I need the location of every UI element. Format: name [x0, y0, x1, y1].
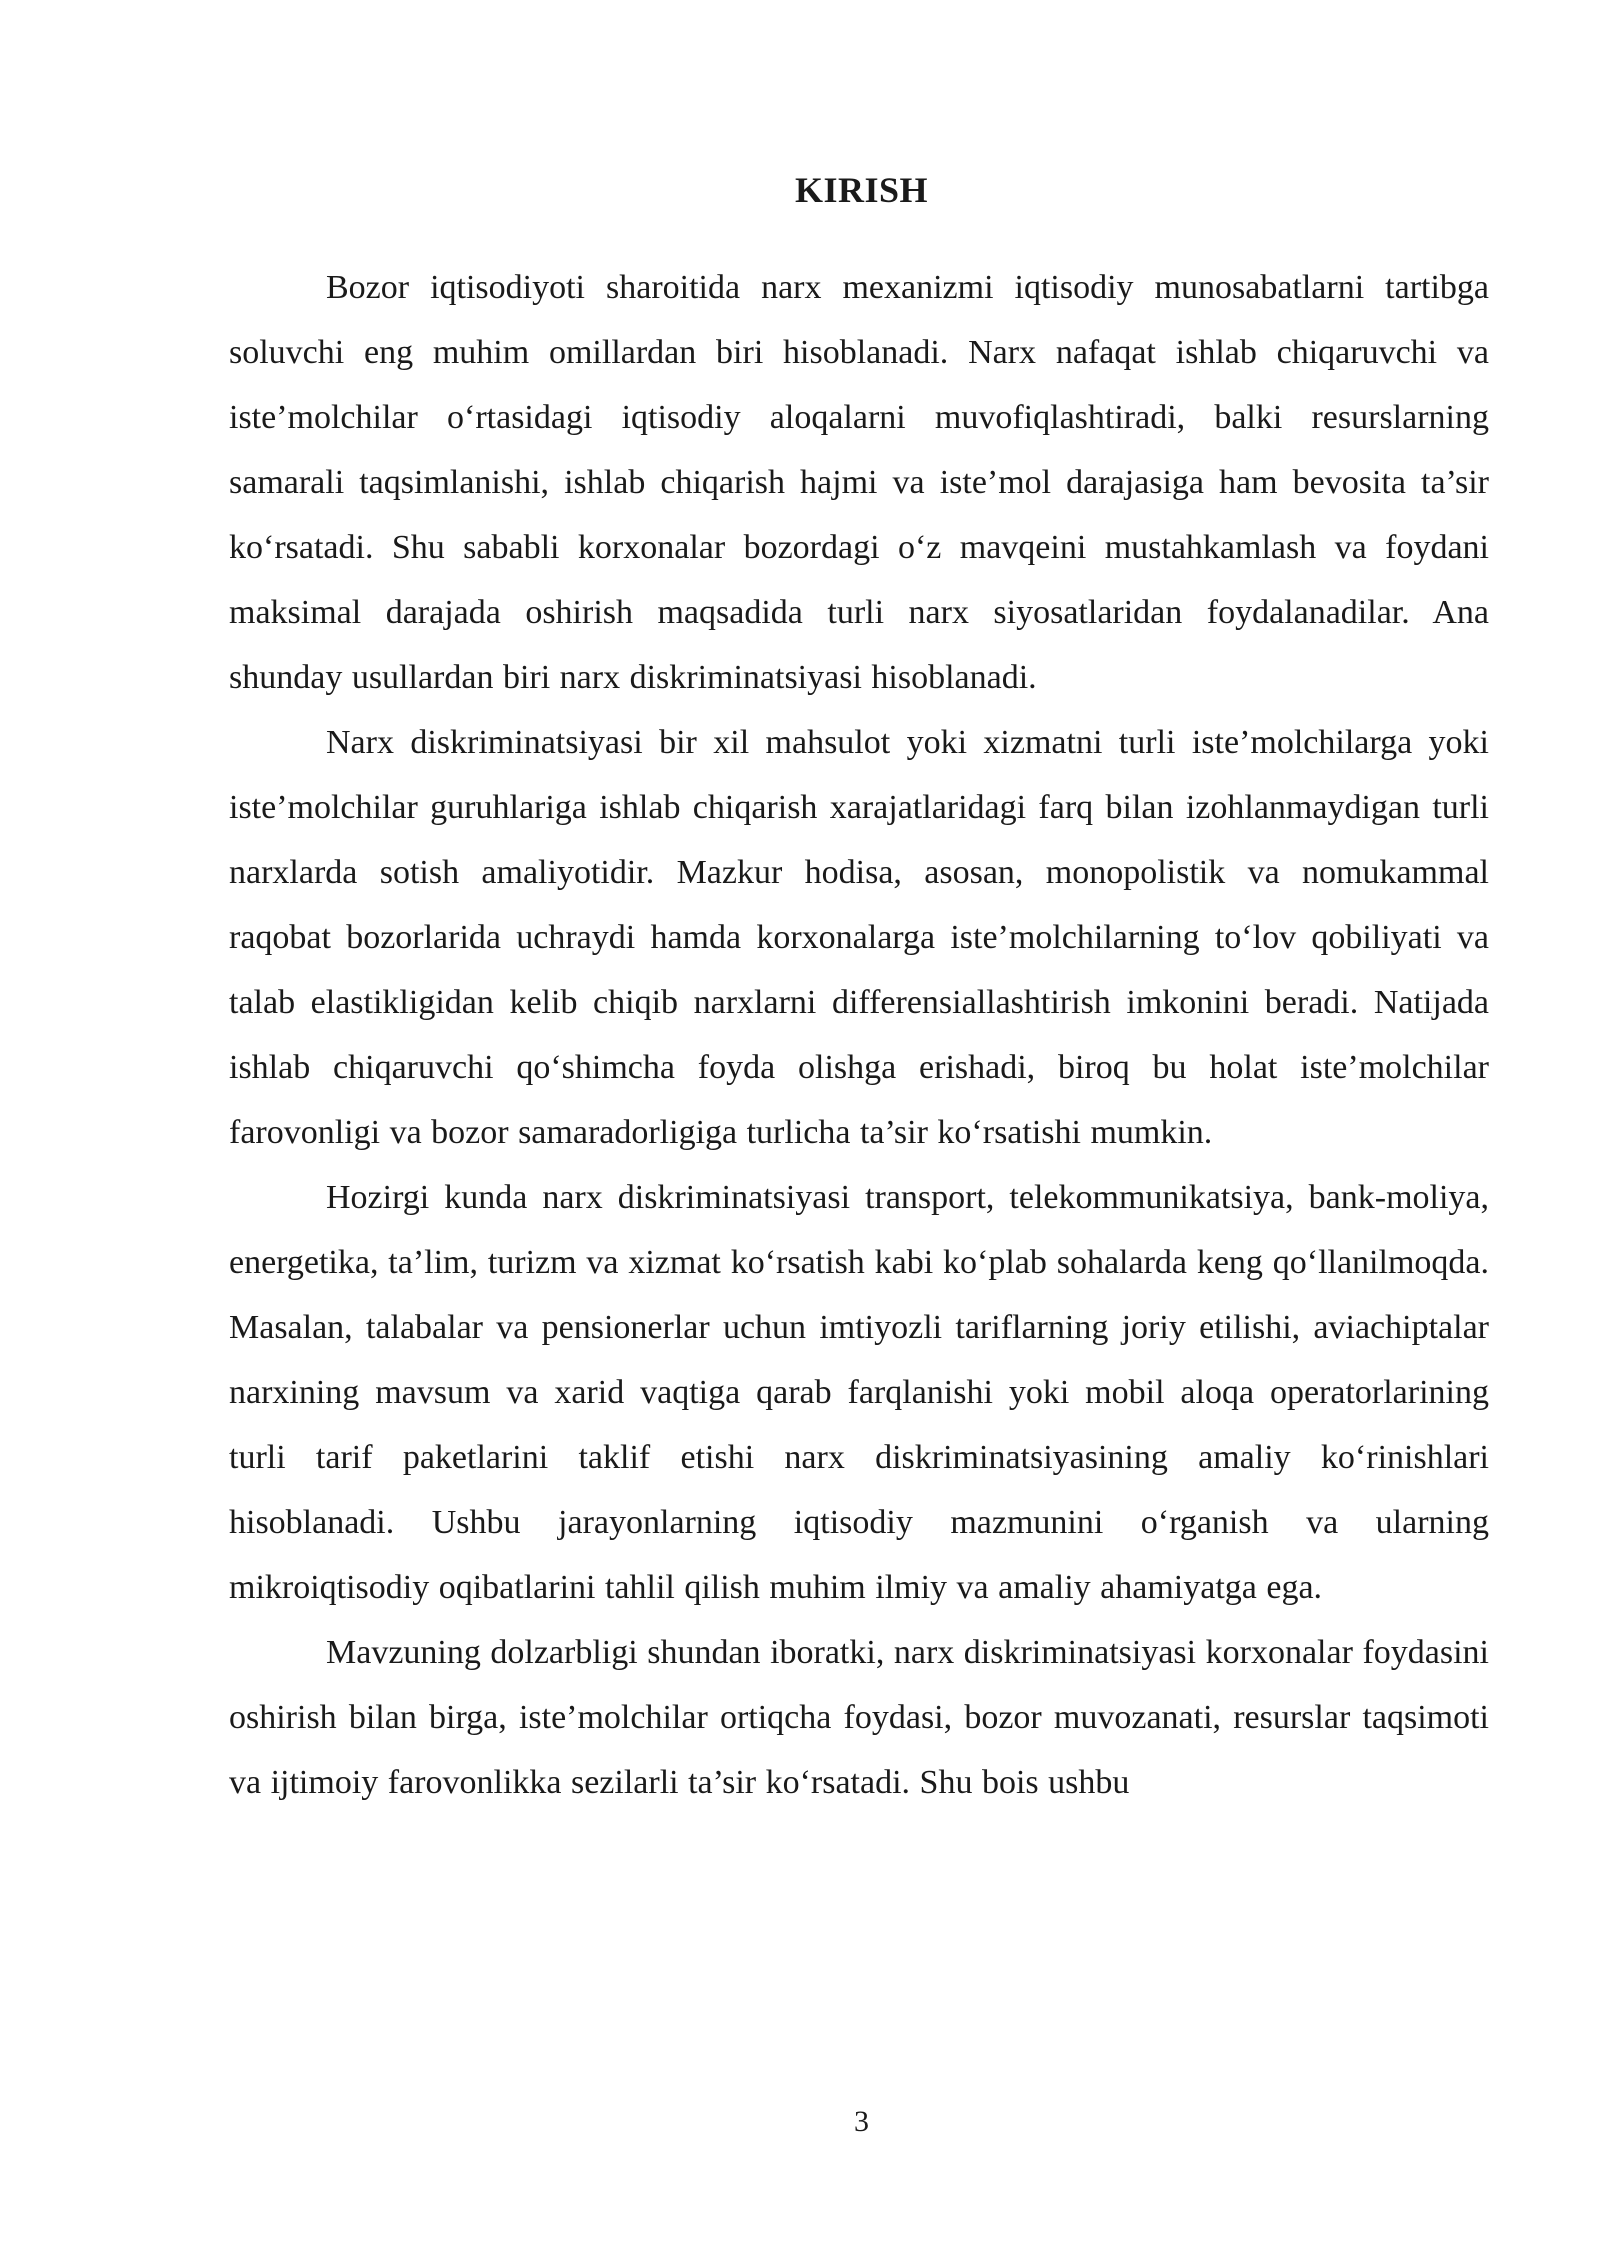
- section-title: KIRISH: [794, 170, 929, 211]
- page-number: 3: [854, 2105, 869, 2138]
- paragraph-4: Mavzuning dolzarbligi shundan iboratki, narx diskriminatsiyasi korxonalar foydasini oshirish bilan birga, iste’molchilar ortiqcha foydasi, bozor muvozanati, resurslar taqsimoti va ijtimoiy farovonlikka sezilarli ta’sir ko‘rsatadi. Shu bois ushbu: [229, 1634, 1489, 1801]
- body-text: [229, 255, 1489, 1815]
- paragraph-1: Bozor iqtisodiyoti sharoitida narx mexanizmi iqtisodiy munosabatlarni tartibga soluvchi eng muhim omillardan biri hisoblanadi. Narx nafaqat ishlab chiqaruvchi va iste’molchilar o‘rtasidagi iqtisodiy aloqalarni muvofiqlashtiradi, balki resurslarning samarali taqsimlanishi, ishlab chiqarish hajmi va iste’mol darajasiga ham bevosita ta’sir ko‘rsatadi. Shu sababli korxonalar bozordagi o‘z mavqeini mustahkamlash va foydani maksimal darajada oshirish maqsadida turli narx siyosatlaridan foydalanadilar. Ana shunday usullardan biri narx diskriminatsiyasi hisoblanadi.: [229, 269, 1489, 696]
- paragraph-3: Hozirgi kunda narx diskriminatsiyasi transport, telekommunikatsiya, bank-moliya, energetika, ta’lim, turizm va xizmat ko‘rsatish kabi ko‘plab sohalarda keng qo‘llanilmoqda. Masalan, talabalar va pensionerlar uchun imtiyozli tariflarning joriy etilishi, aviachiptalar narxining mavsum va xarid vaqtiga qarab farqlanishi yoki mobil aloqa operatorlarining turli tarif paketlarini taklif etishi narx diskriminatsiyasining amaliy ko‘rinishlari hisoblanadi. Ushbu jarayonlarning iqtisodiy mazmunini o‘rganish va ularning mikroiqtisodiy oqibatlarini tahlil qilish muhim ilmiy va amaliy ahamiyatga ega.: [229, 1179, 1489, 1606]
- paragraph-2: Narx diskriminatsiyasi bir xil mahsulot yoki xizmatni turli iste’molchilarga yoki iste’molchilar guruhlariga ishlab chiqarish xarajatlaridagi farq bilan izohlanmaydigan turli narxlarda sotish amaliyotidir. Mazkur hodisa, asosan, monopolistik va nomukammal raqobat bozorlarida uchraydi hamda korxonalarga iste’molchilarning to‘lov qobiliyati va talab elastikligidan kelib chiqib narxlarni differensiallashtirish imkonini beradi. Natijada ishlab chiqaruvchi qo‘shimcha foyda olishga erishadi, biroq bu holat iste’molchilar farovonligi va bozor samaradorligiga turlicha ta’sir ko‘rsatishi mumkin.: [229, 724, 1489, 1151]
